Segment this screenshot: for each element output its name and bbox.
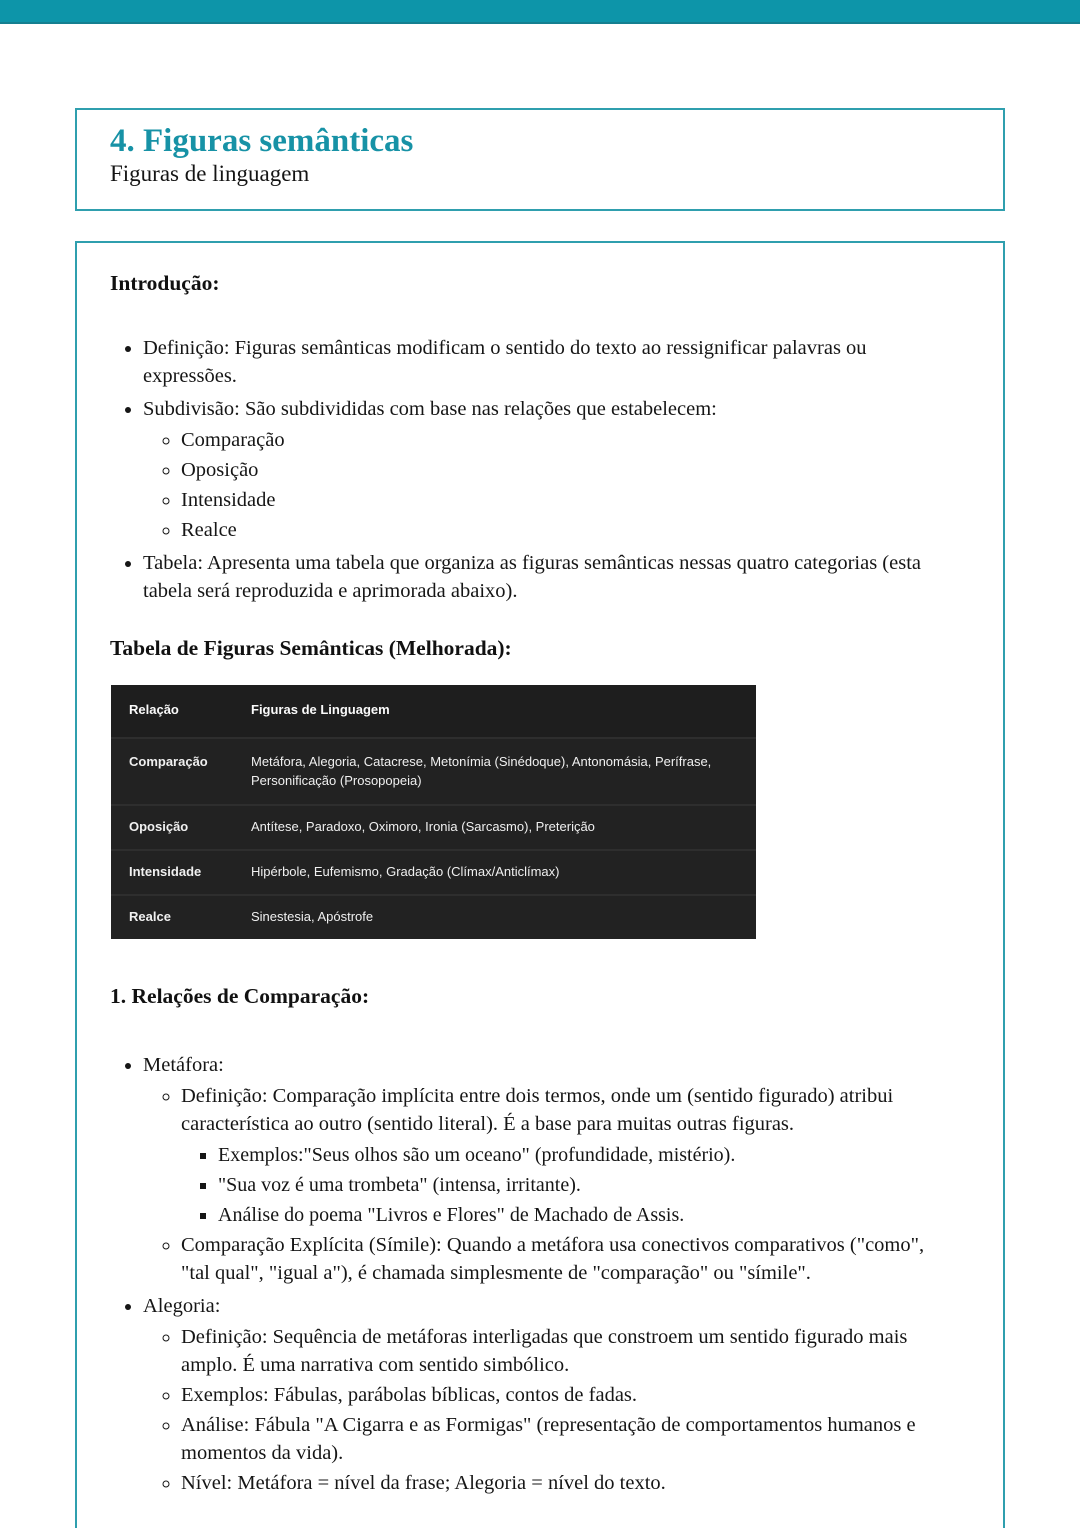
list-item-alegoria-definicao: ◦ Definição: Sequência de metáforas interligadas que constroem um sentido figurado mais amplo. É uma narrativa com sentido simbólico.: [181, 1323, 957, 1379]
list-item-alegoria-exemplos: ◦ Exemplos: Fábulas, parábolas bíblicas, contos de fadas.: [181, 1381, 957, 1409]
list-item-oposicao: ◦ Oposição: [181, 456, 957, 484]
metafora-examples-list: [181, 1141, 957, 1229]
alegoria-sublist: [143, 1323, 957, 1497]
metafora-sublist: [143, 1082, 957, 1287]
list-item-alegoria: [143, 1292, 957, 1497]
list-item-subdivisao: [143, 395, 957, 544]
content-box: [75, 241, 1005, 1528]
title-box: [75, 108, 1005, 211]
metafora-label: Metáfora:: [143, 1053, 224, 1076]
comparison-list: [110, 1051, 957, 1497]
list-item-alegoria-nivel: ◦ Nível: Metáfora = nível da frase; Alegoria = nível do texto.: [181, 1469, 957, 1497]
figures-table: [111, 685, 756, 939]
table-cell-relation: Realce: [111, 894, 233, 939]
list-item-intensidade: ◦ Intensidade: [181, 486, 957, 514]
top-accent-bar: [0, 0, 1080, 24]
list-item-metafora-definicao: [181, 1082, 957, 1229]
table-cell-relation: Oposição: [111, 804, 233, 849]
metafora-definicao-text: Definição: Comparação implícita entre dois termos, onde um (sentido figurado) atribui característica ao outro (sentido literal). É a base para muitas outras figuras.: [181, 1084, 894, 1135]
alegoria-label: Alegoria:: [143, 1294, 221, 1317]
list-item-example: ▪ Exemplos:"Seus olhos são um oceano" (profundidade, mistério).: [218, 1141, 957, 1169]
list-item-realce: ◦ Realce: [181, 516, 957, 544]
table-cell-figures: Sinestesia, Apóstrofe: [233, 894, 756, 939]
list-item-subdivisao-text: Subdivisão: São subdivididas com base nas relações que estabelecem:: [143, 397, 717, 420]
section-heading-tabela: Tabela de Figuras Semânticas (Melhorada):: [110, 635, 512, 660]
list-item-alegoria-analise: ◦ Análise: Fábula "A Cigarra e as Formigas" (representação de comportamentos humanos e momentos da vida).: [181, 1411, 957, 1467]
intro-list: [110, 334, 957, 605]
section-heading-introducao: Introdução:: [110, 271, 220, 295]
page-subtitle: Figuras de linguagem: [110, 160, 310, 186]
list-item-tabela: • Tabela: Apresenta uma tabela que organiza as figuras semânticas nessas quatro categorias (esta tabela será reproduzida e aprimorada abaixo).: [143, 549, 957, 605]
subdivisao-sublist: [143, 426, 957, 544]
table-cell-relation: Comparação: [111, 737, 233, 805]
table-cell-figures: Antítese, Paradoxo, Oximoro, Ironia (Sarcasmo), Preterição: [233, 804, 756, 849]
list-item-example: ▪ "Sua voz é uma trombeta" (intensa, irritante).: [218, 1171, 957, 1199]
table-cell-relation: Intensidade: [111, 849, 233, 894]
table-header-figuras: Figuras de Linguagem: [233, 685, 756, 737]
list-item-metafora: [143, 1051, 957, 1287]
table-cell-figures: Metáfora, Alegoria, Catacrese, Metonímia (Sinédoque), Antonomásia, Perífrase, Personificação (Prosopopeia): [233, 737, 756, 805]
list-item-example: ▪ Análise do poema "Livros e Flores" de Machado de Assis.: [218, 1201, 957, 1229]
list-item-simile: ◦ Comparação Explícita (Símile): Quando a metáfora usa conectivos comparativos ("como", "tal qual", "igual a"), é chamada simplesmente de "comparação" ou "símile".: [181, 1231, 957, 1287]
page-title: 4. Figuras semânticas: [110, 123, 414, 159]
table-header-relacao: Relação: [111, 685, 233, 737]
section-heading-comparacao: 1. Relações de Comparação:: [110, 983, 370, 1008]
table-cell-figures: Hipérbole, Eufemismo, Gradação (Clímax/Anticlímax): [233, 849, 756, 894]
list-item-comparacao: ◦ Comparação: [181, 426, 957, 454]
list-item-definicao: • Definição: Figuras semânticas modificam o sentido do texto ao ressignificar palavras ou expressões.: [143, 334, 957, 390]
